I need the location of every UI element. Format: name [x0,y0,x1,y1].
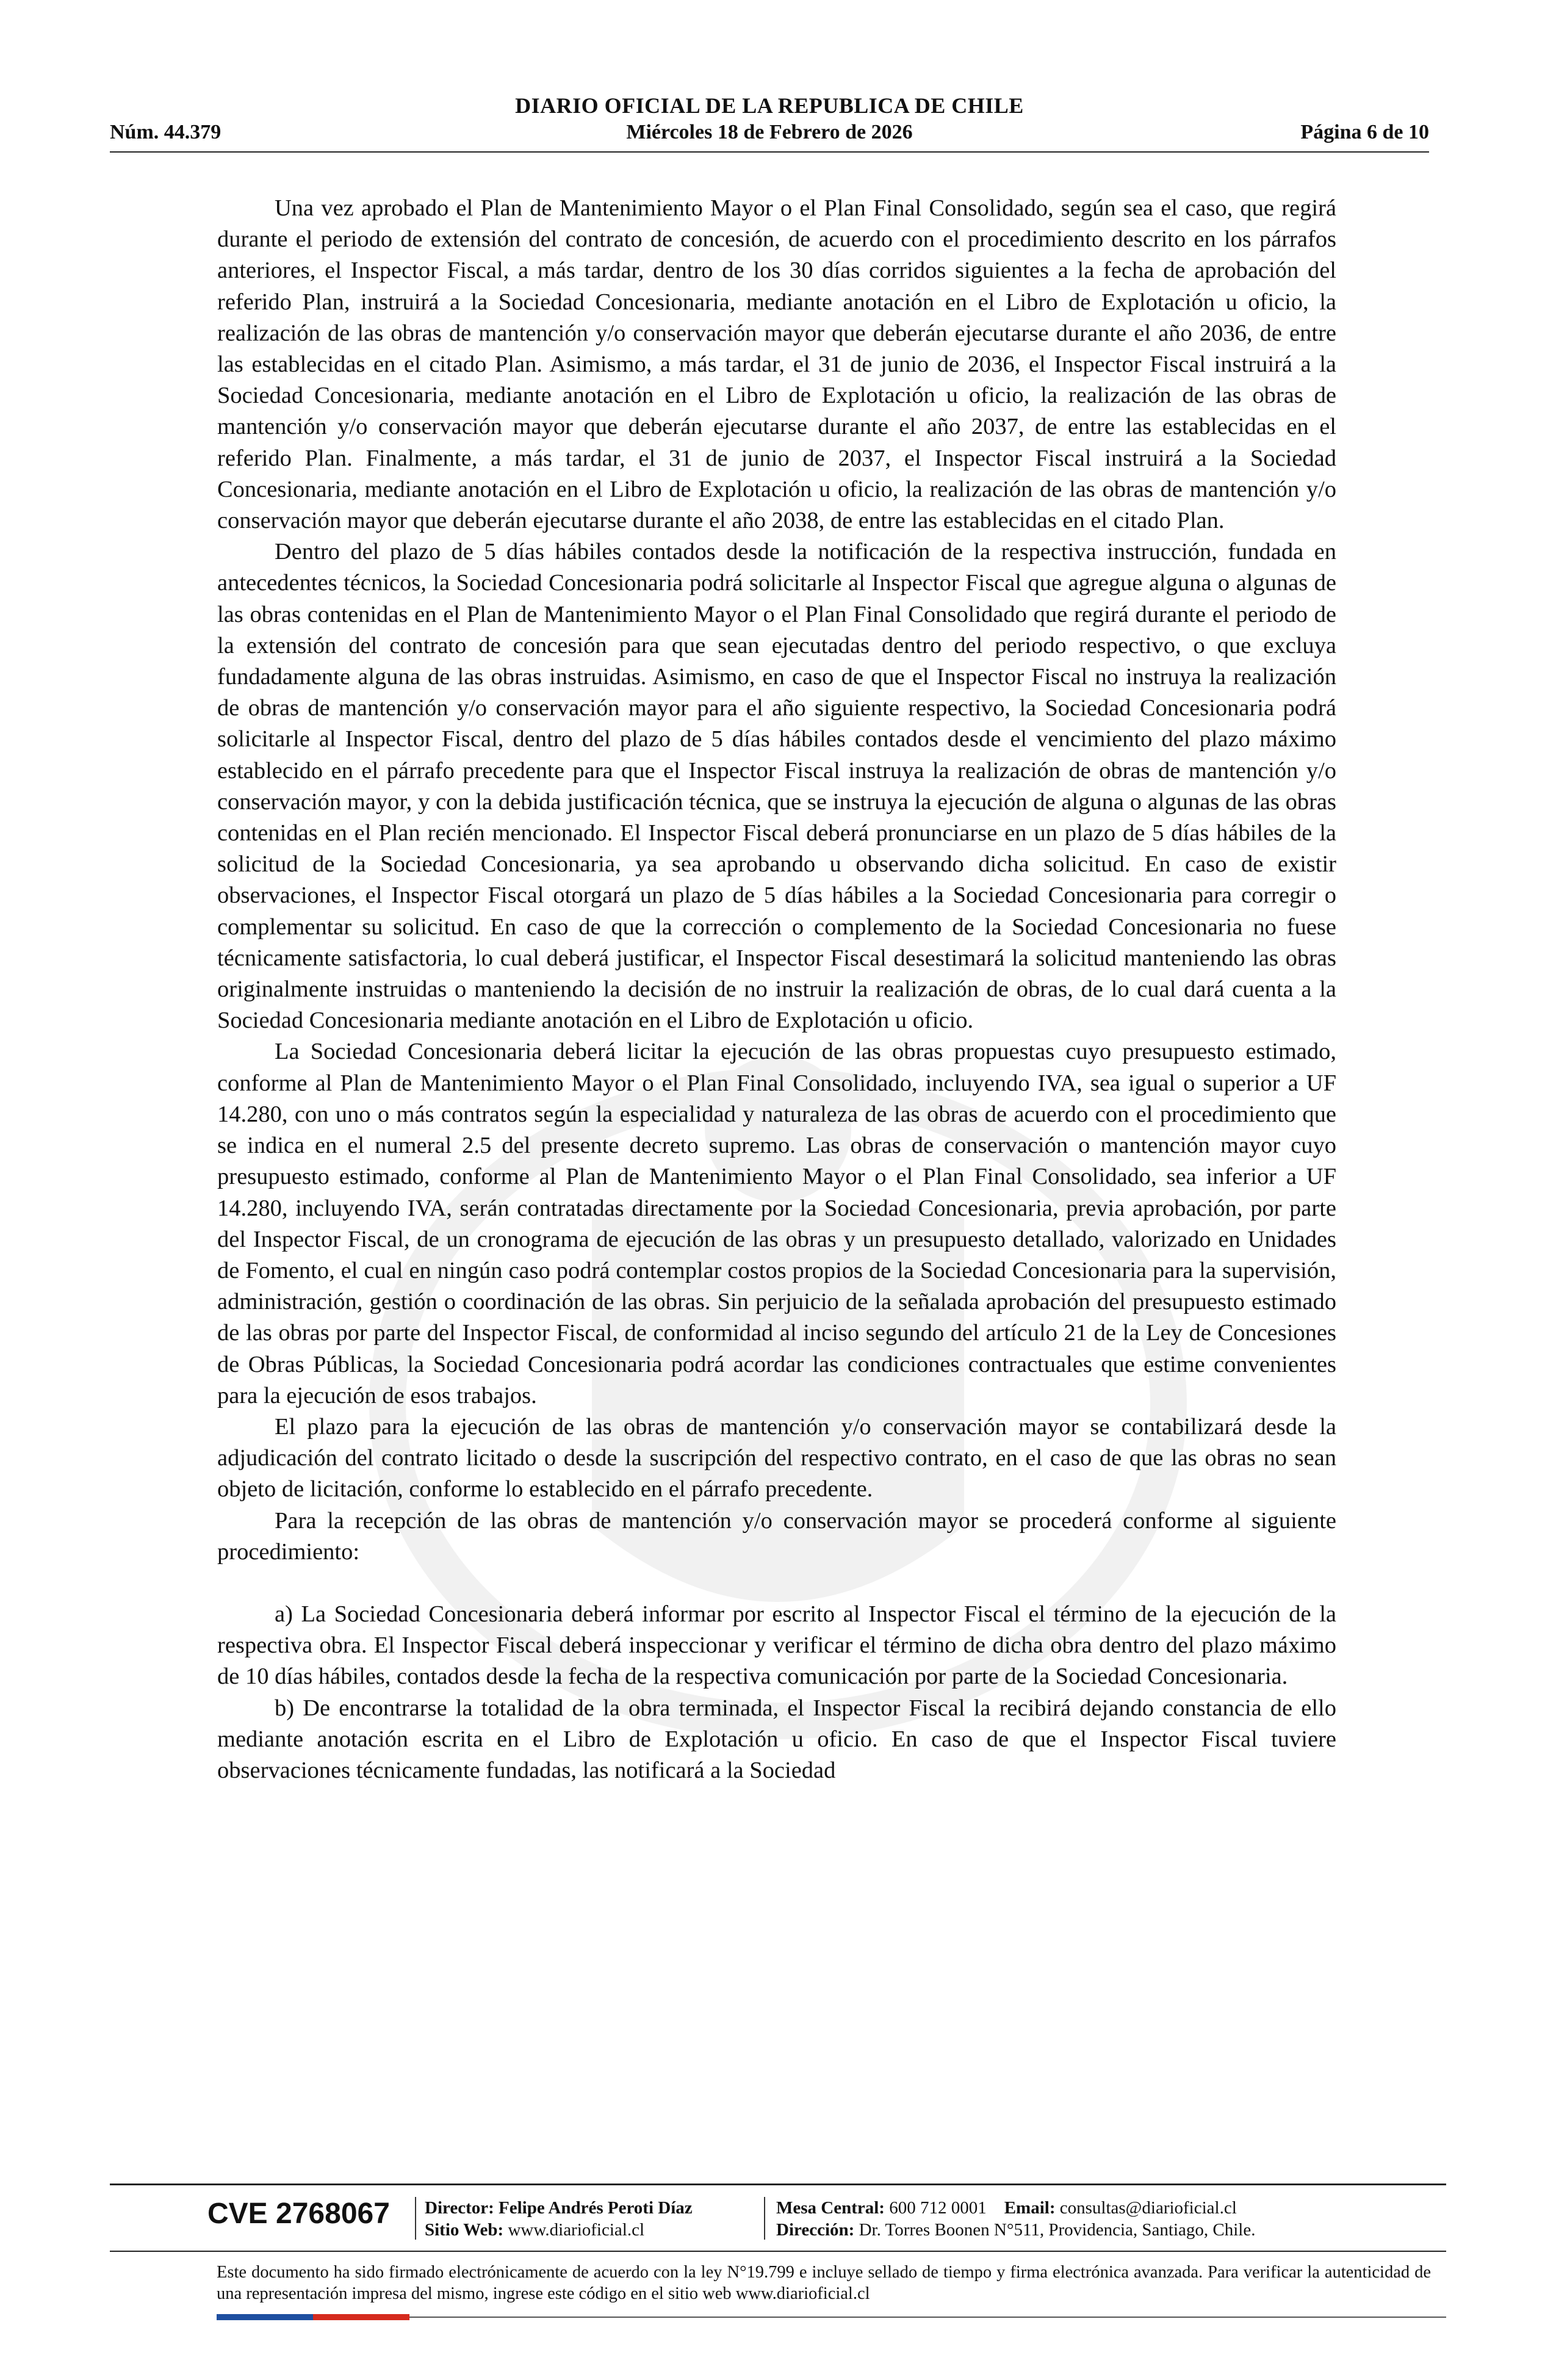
page-footer [110,2183,1446,2367]
flag-stripe [217,2314,409,2320]
paragraph-gap [217,1568,1336,1599]
website-label: Sitio Web: [425,2220,504,2240]
address-label: Dirección: [776,2220,855,2240]
body-paragraph: El plazo para la ejecución de las obras de mantención y/o conservación mayor se contabilizará desde la adjudicación del contrato licitado o desde la suscripción del respectivo contrato, en el caso de que las obras no sean objeto de licitación, conforme lo establecido en el párrafo precedente. [217,1413,1336,1502]
issue-number: Núm. 44.379 [110,121,222,143]
footer-mid-rule [110,2251,1446,2252]
footer-separator [415,2197,416,2240]
footer-separator [764,2197,765,2240]
director-label: Director: [425,2198,494,2218]
flag-red-segment [313,2314,409,2320]
address-value: Dr. Torres Boonen N°511, Providencia, Santiago, Chile. [859,2220,1256,2240]
cve-code: CVE 2768067 [207,2198,390,2230]
gazette-title: DIARIO OFICIAL DE LA REPUBLICA DE CHILE [515,93,1024,118]
page-indicator: Página 6 de 10 [1300,121,1429,143]
procedure-item-a: a) La Sociedad Concesionaria deberá informar por escrito al Inspector Fiscal el término de la ejecución de la respectiva obra. El Inspector Fiscal deberá inspeccionar y verificar el término de dicha obra dentro del plazo máximo de 10 días hábiles, contados desde la fecha de la respectiva comunicación por parte de la Sociedad Concesionaria. [217,1601,1336,1690]
header-divider [110,151,1429,153]
procedure-item-b: b) De encontrarse la totalidad de la obra terminada, el Inspector Fiscal la recibirá dejando constancia de ello mediante anotación escrita en el Libro de Explotación u oficio. En caso de que el Inspector Fiscal tuviere observaciones técnicamente fundadas, las notificará a la Sociedad [217,1695,1336,1783]
footer-top-rule [110,2183,1446,2185]
phone-value: 600 712 0001 [889,2198,987,2218]
flag-blue-segment [217,2314,313,2320]
signature-notice: Este documento ha sido firmado electrónicamente de acuerdo con la ley N°19.799 e incluye sellado de tiempo y firma electrónica avanzada. Para verificar la autenticidad de una representación impresa del mismo, ingrese este código en el sitio web www.diarioficial.cl [217,2263,1431,2303]
email-link[interactable]: consultas@diarioficial.cl [1059,2198,1237,2218]
page-header [110,93,1429,160]
email-label: Email: [1004,2198,1056,2218]
director-name: Felipe Andrés Peroti Díaz [499,2198,693,2218]
director-block [425,2197,693,2241]
body-paragraph: La Sociedad Concesionaria deberá licitar la ejecución de las obras propuestas cuyo presupuesto estimado, conforme al Plan de Mantenimiento Mayor o el Plan Final Consolidado, incluyendo IVA, sea igual o superior a UF 14.280, con uno o más contratos según la especialidad y naturaleza de las obras de acuerdo con el procedimiento que se indica en el numeral 2.5 del presente decreto supremo. Las obras de conservación o mantención mayor cuyo presupuesto estimado, conforme al Plan de Mantenimiento Mayor o el Plan Final Consolidado, sea inferior a UF 14.280, incluyendo IVA, serán contratadas directamente por la Sociedad Concesionaria, previa aprobación, por parte del Inspector Fiscal, de un cronograma de ejecución de las obras y un presupuesto detallado, valorizado en Unidades de Fomento, el cual en ningún caso podrá contemplar costos propios de la Sociedad Concesionaria para la supervisión, administración, gestión o coordinación de las obras. Sin perjuicio de la señalada aprobación del presupuesto estimado de las obras por parte del Inspector Fiscal, de conformidad al inciso segundo del artículo 21 de la Ley de Concesiones de Obras Públicas, la Sociedad Concesionaria podrá acordar las condiciones contractuales que estime convenientes para la ejecución de esos trabajos. [217,1039,1336,1408]
body-paragraph: Para la recepción de las obras de mantención y/o conservación mayor se procederá conforme al siguiente procedimiento: [217,1507,1336,1565]
footer-bottom-rule [409,2317,1446,2318]
body-paragraph: Una vez aprobado el Plan de Mantenimiento Mayor o el Plan Final Consolidado, según sea el caso, que regirá durante el periodo de extensión del contrato de concesión, de acuerdo con el procedimiento descrito en los párrafos anteriores, el Inspector Fiscal, a más tardar, dentro de los 30 días corridos siguientes a la fecha de aprobación del referido Plan, instruirá a la Sociedad Concesionaria, mediante anotación en el Libro de Explotación u oficio, la realización de las obras de mantención y/o conservación mayor que deberán ejecutarse durante el año 2036, de entre las establecidas en el citado Plan. Asimismo, a más tardar, el 31 de junio de 2036, el Inspector Fiscal instruirá a la Sociedad Concesionaria, mediante anotación en el Libro de Explotación u oficio, la realización de las obras de mantención y/o conservación mayor que deberán ejecutarse durante el año 2037, de entre las establecidas en el referido Plan. Finalmente, a más tardar, el 31 de junio de 2037, el Inspector Fiscal instruirá a la Sociedad Concesionaria, mediante anotación en el Libro de Explotación u oficio, la realización de las obras de mantención y/o conservación mayor que deberán ejecutarse durante el año 2038, de entre las establecidas en el citado Plan. [217,195,1336,534]
contact-block [776,2197,1255,2241]
header-info-row [110,121,1429,149]
document-body [217,193,1336,1786]
body-paragraph: Dentro del plazo de 5 días hábiles contados desde la notificación de la respectiva instrucción, fundada en antecedentes técnicos, la Sociedad Concesionaria podrá solicitarle al Inspector Fiscal que agregue alguna o algunas de las obras contenidas en el Plan de Mantenimiento Mayor o el Plan Final Consolidado que regirá durante el periodo de la extensión del contrato de concesión para que sean ejecutadas dentro del periodo respectivo, o que excluya fundadamente alguna de las obras instruidas. Asimismo, en caso de que el Inspector Fiscal no instruya la realización de obras de mantención y/o conservación mayor para el año siguiente respectivo, la Sociedad Concesionaria podrá solicitarle al Inspector Fiscal, dentro del plazo de 5 días hábiles contados desde el vencimiento del plazo máximo establecido en el párrafo precedente para que el Inspector Fiscal instruya la realización de obras de mantención y/o conservación mayor, y con la debida justificación técnica, que se instruya la ejecución de alguna o algunas de las obras contenidas en el Plan recién mencionado. El Inspector Fiscal deberá pronunciarse en un plazo de 5 días hábiles de la solicitud de la Sociedad Concesionaria, ya sea aprobando u observando dicha solicitud. En caso de existir observaciones, el Inspector Fiscal otorgará un plazo de 5 días hábiles a la Sociedad Concesionaria para corregir o complementar su solicitud. En caso de que la corrección o complemento de la Sociedad Concesionaria no fuese técnicamente satisfactoria, lo cual deberá justificar, el Inspector Fiscal desestimará la solicitud manteniendo las obras originalmente instruidas o manteniendo la decisión de no instruir la realización de obras, de lo cual dará cuenta a la Sociedad Concesionaria mediante anotación en el Libro de Explotación u oficio. [217,539,1336,1034]
issue-date: Miércoles 18 de Febrero de 2026 [626,121,913,143]
phone-label: Mesa Central: [776,2198,885,2218]
website-link[interactable]: www.diarioficial.cl [508,2220,645,2240]
